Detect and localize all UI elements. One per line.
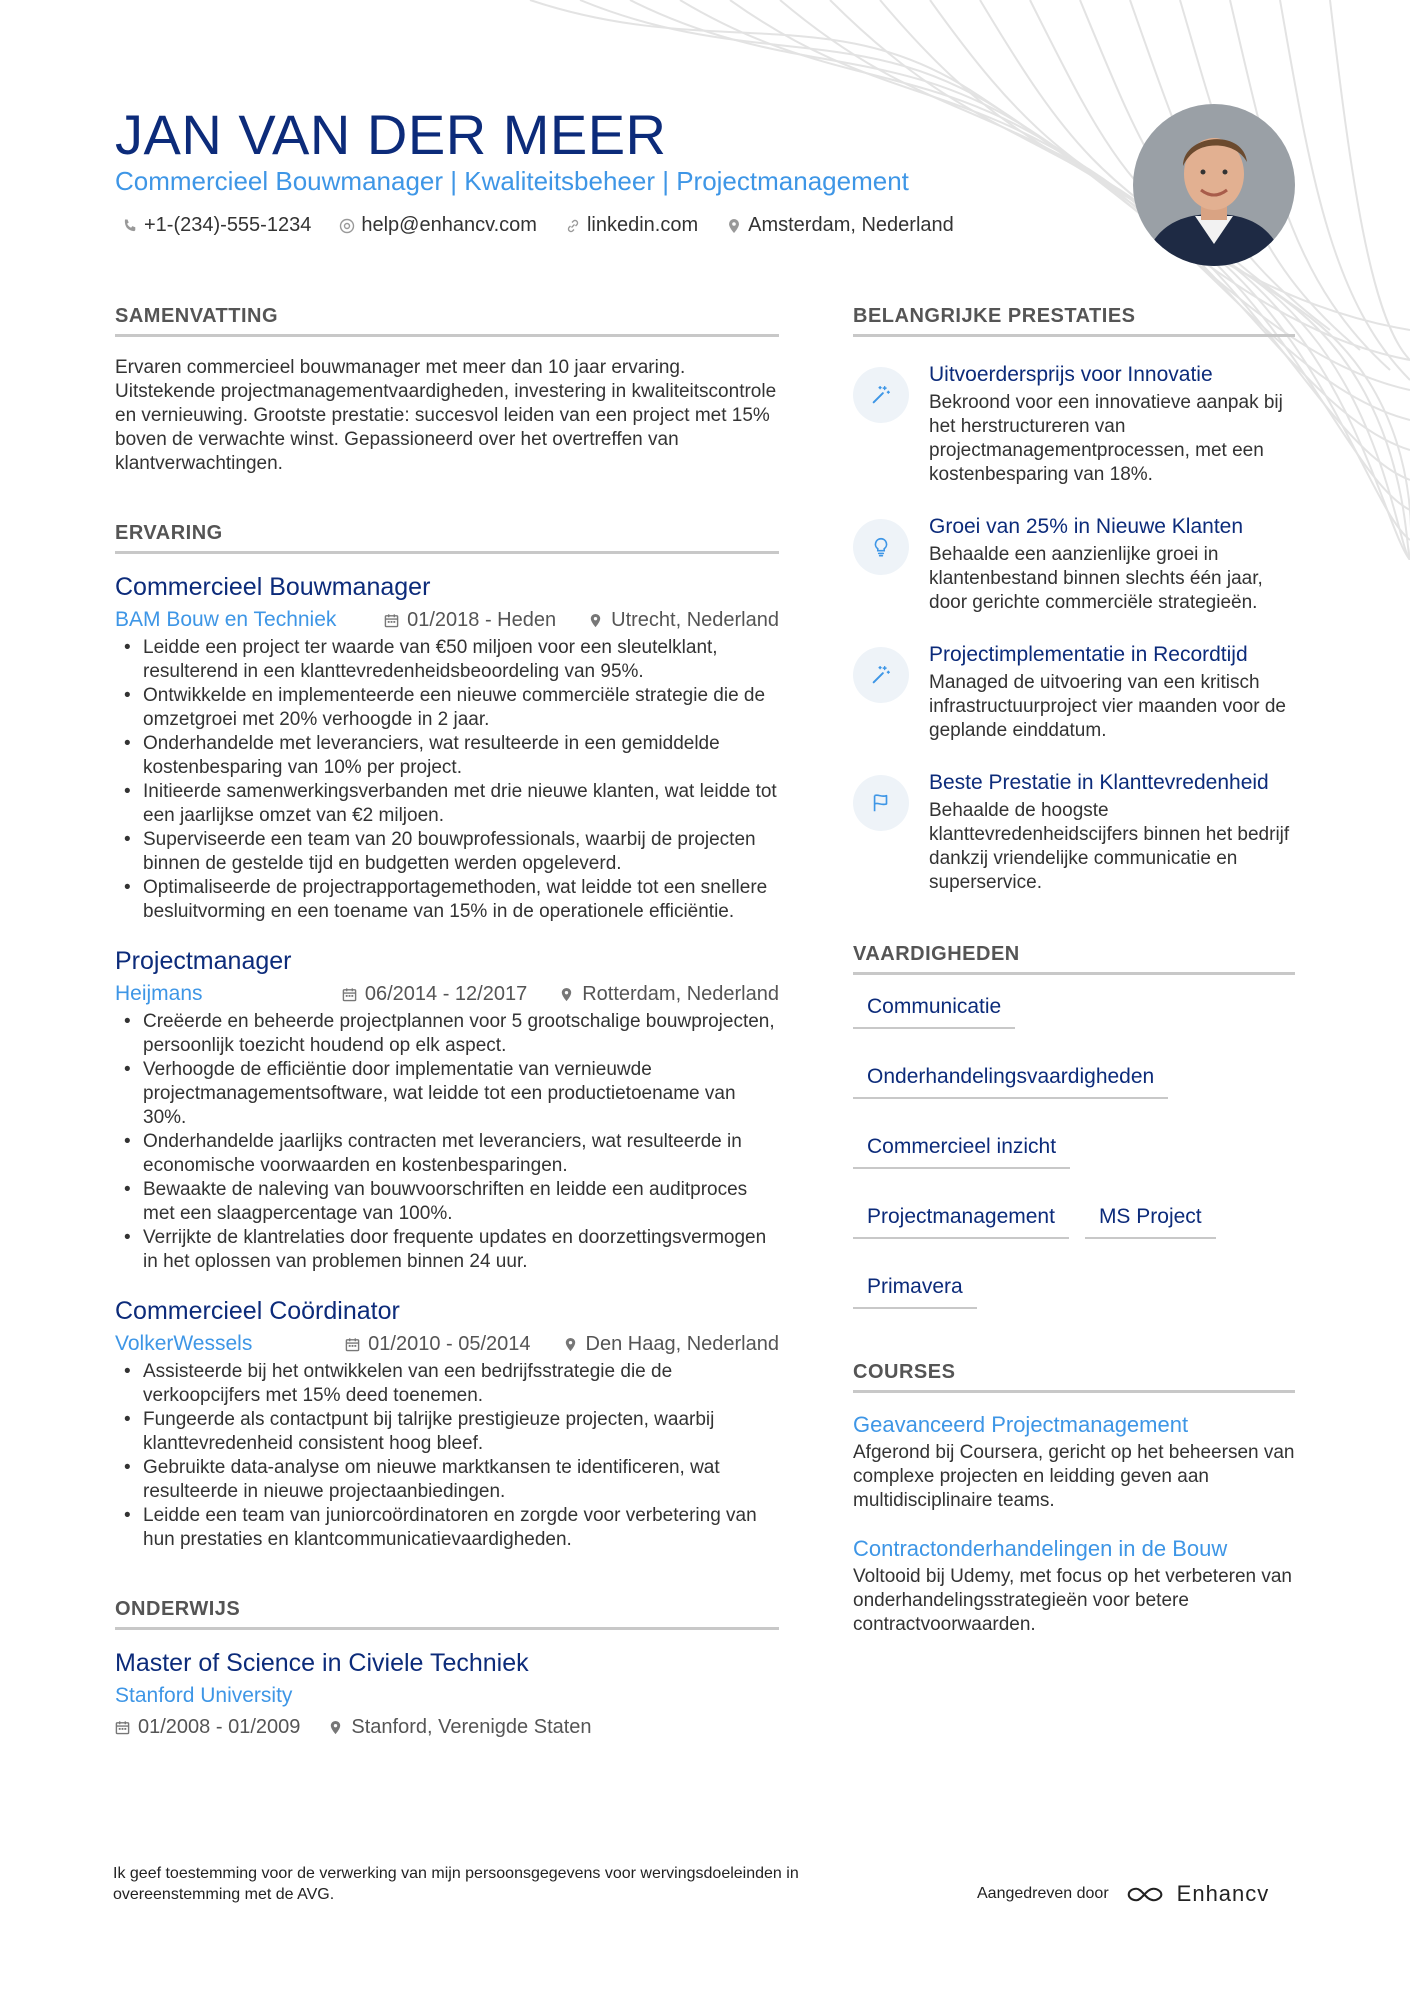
job-meta	[115, 982, 779, 1006]
brand-logo[interactable]	[1123, 1881, 1270, 1907]
candidate-headline: Commercieel Bouwmanager | Kwaliteitsbeheer | Projectmanagement	[115, 166, 909, 196]
skills-heading: VAARDIGHEDEN	[853, 943, 1295, 975]
course-title: Geavanceerd Projectmanagement	[853, 1412, 1189, 1437]
courses-heading: COURSES	[853, 1361, 1295, 1393]
calendar-icon	[342, 987, 357, 1002]
job-bullet: • Onderhandelde jaarlijks contracten met leveranciers, wat resulteerde in economische voorwaarden en kostenbesparingen.	[115, 1130, 779, 1178]
job-bullet: • Bewaakte de naleving van bouwvoorschriften en leidde een auditproces met een slaagpercentage van 100%.	[115, 1178, 779, 1226]
achievement-item	[853, 769, 1295, 895]
location-pin-icon	[559, 987, 574, 1002]
summary-text: Ervaren commercieel bouwmanager met meer dan 10 jaar ervaring. Uitstekende projectmanagementvaardigheden, investering in kwaliteitscontrole en vernieuwing. Grootste prestatie: succesvol leiden van een project met 15% boven de verwachte winst. Gepassioneerd over het overtreffen van klantverwachtingen.	[115, 357, 777, 474]
job-title: Commercieel Bouwmanager	[115, 573, 431, 601]
brand-name: Enhancv	[1176, 1881, 1270, 1906]
achievement-icon-wrap	[853, 775, 909, 831]
achievement-item	[853, 513, 1295, 615]
contact-phone[interactable]	[122, 214, 311, 237]
job-dates	[345, 1333, 530, 1356]
flag-icon	[870, 792, 892, 814]
education-location-text: Stanford, Verenigde Staten	[351, 1716, 592, 1738]
skill-tag: Onderhandelingsvaardigheden	[853, 1059, 1168, 1099]
job-location	[559, 983, 779, 1006]
job-meta	[115, 1332, 779, 1356]
achievement-icon-wrap	[853, 367, 909, 423]
contact-bar	[122, 214, 954, 237]
job-bullet: • Optimaliseerde de projectrapportagemethoden, wat leidde tot een snellere besluitvorming en een toename van 15% in de operationele efficiëntie.	[115, 876, 779, 924]
calendar-icon	[115, 1720, 130, 1735]
achievement-icon-wrap	[853, 519, 909, 575]
job-location-text: Rotterdam, Nederland	[582, 982, 779, 1005]
job-bullets	[115, 1360, 779, 1552]
education-section	[115, 1598, 779, 1739]
candidate-name: JAN VAN DER MEER	[115, 103, 667, 166]
course-title: Contractonderhandelingen in de Bouw	[853, 1536, 1228, 1561]
achievement-icon-wrap	[853, 647, 909, 703]
job-entry	[115, 946, 779, 1274]
achievement-title: Uitvoerdersprijs voor Innovatie	[929, 363, 1213, 386]
course-desc: Afgerond bij Coursera, gericht op het beheersen van complexe projecten en leidding geven aan multidisciplinaire teams.	[853, 1442, 1295, 1511]
job-bullet: • Leidde een project ter waarde van €50 miljoen voor een sleutelklant, resulterend in een klanttevredenheidsbeoordeling van 95%.	[115, 636, 779, 684]
achievements-section	[853, 305, 1295, 895]
job-dates-text: 01/2018 - Heden	[407, 608, 557, 631]
contact-email[interactable]	[339, 214, 537, 237]
job-bullet: • Verrijkte de klantrelaties door frequente updates en doorzettingsvermogen in het oplossen van problemen binnen 24 uur.	[115, 1226, 779, 1274]
skill-tag: Projectmanagement	[853, 1199, 1069, 1239]
skill-tag: Primavera	[853, 1269, 977, 1309]
achievement-item	[853, 361, 1295, 487]
education-location	[328, 1716, 591, 1739]
contact-linkedin[interactable]	[565, 214, 698, 237]
job-location-text: Den Haag, Nederland	[585, 1332, 779, 1355]
phone-icon	[122, 218, 138, 234]
job-bullet: • Gebruikte data-analyse om nieuwe marktkansen te identificeren, wat resulteerde in nieuwe projectaanbiedingen.	[115, 1456, 779, 1504]
magic-wand-icon	[870, 664, 892, 686]
education-dates-text: 01/2008 - 01/2009	[138, 1716, 301, 1738]
job-entry	[115, 572, 779, 924]
summary-heading: SAMENVATTING	[115, 305, 779, 337]
education-dates	[115, 1716, 300, 1739]
job-bullet: • Fungeerde als contactpunt bij talrijke prestigieuze projecten, waarbij klanttevredenheid consistent hoog bleef.	[115, 1408, 779, 1456]
job-location	[588, 609, 779, 632]
course-item	[853, 1535, 1295, 1637]
experience-heading: ERVARING	[115, 522, 779, 554]
portrait-image	[1133, 104, 1295, 266]
skill-tag: MS Project	[1085, 1199, 1216, 1239]
achievement-title: Projectimplementatie in Recordtijd	[929, 643, 1248, 666]
calendar-icon	[384, 613, 399, 628]
job-location	[563, 1333, 779, 1356]
phone-text: +1-(234)-555-1234	[144, 214, 312, 236]
location-pin-icon	[563, 1337, 578, 1352]
left-column	[115, 305, 779, 1739]
skill-tag: Communicatie	[853, 989, 1015, 1029]
job-meta	[115, 608, 779, 632]
job-bullets	[115, 1010, 779, 1274]
powered-by-label: Aangedreven door	[977, 1885, 1109, 1902]
skill-tag: Commercieel inzicht	[853, 1129, 1070, 1169]
at-icon	[339, 218, 355, 234]
consent-text: Ik geef toestemming voor de verwerking van mijn persoonsgegevens voor wervingsdoeleinden in overeenstemming met de AVG.	[113, 1865, 799, 1903]
location-pin-icon	[328, 1720, 343, 1735]
achievement-desc: Managed de uitvoering van een kritisch infrastructuurproject vier maanden voor de geplande einddatum.	[929, 672, 1286, 741]
location-pin-icon	[726, 218, 742, 234]
courses-section	[853, 1361, 1295, 1637]
lightbulb-icon	[870, 536, 892, 558]
magic-wand-icon	[870, 384, 892, 406]
degree-title: Master of Science in Civiele Techniek	[115, 1649, 529, 1677]
experience-section	[115, 522, 779, 1552]
job-bullets	[115, 636, 779, 924]
job-location-text: Utrecht, Nederland	[611, 608, 779, 631]
job-dates	[384, 609, 556, 632]
education-heading: ONDERWIJS	[115, 1598, 779, 1630]
calendar-icon	[345, 1337, 360, 1352]
contact-location	[726, 214, 954, 237]
right-column	[853, 305, 1295, 1637]
job-bullet: • Initieerde samenwerkingsverbanden met drie nieuwe klanten, wat leidde tot een jaarlijkse omzet van €2 miljoen.	[115, 780, 779, 828]
achievement-desc: Behaalde een aanzienlijke groei in klantenbestand binnen slechts één jaar, door gerichte commerciële strategieën.	[929, 544, 1263, 613]
job-bullet: • Superviseerde een team van 20 bouwprofessionals, waarbij de projecten binnen de gestelde tijd en budgetten werden opgeleverd.	[115, 828, 779, 876]
skills-list	[853, 989, 1295, 1309]
company-name: BAM Bouw en Techniek	[115, 608, 337, 631]
achievement-title: Groei van 25% in Nieuwe Klanten	[929, 515, 1244, 538]
school-name: Stanford University	[115, 1684, 293, 1707]
job-dates	[342, 983, 527, 1006]
profile-photo	[1133, 104, 1295, 266]
company-name: Heijmans	[115, 982, 203, 1005]
achievement-desc: Bekroond voor een innovatieve aanpak bij het herstructureren van projectmanagementprocessen, met een kostenbesparing van 18%.	[929, 392, 1283, 485]
achievement-title: Beste Prestatie in Klanttevredenheid	[929, 771, 1269, 794]
job-bullet: • Leidde een team van juniorcoördinatoren en zorgde voor verbetering van hun prestaties en klantcommunicatievaardigheden.	[115, 1504, 779, 1552]
job-bullet: • Verhoogde de efficiëntie door implementatie van vernieuwde projectmanagementsoftware, wat leidde tot een productietoename van 30%.	[115, 1058, 779, 1130]
enhancv-logo-icon	[1123, 1883, 1169, 1906]
achievement-desc: Behaalde de hoogste klanttevredenheidscijfers binnen het bedrijf dankzij vriendelijke communicatie en superservice.	[929, 800, 1290, 893]
achievement-item	[853, 641, 1295, 743]
job-bullet: • Assisteerde bij het ontwikkelen van een bedrijfsstrategie die de verkoopcijfers met 15% deed toenemen.	[115, 1360, 779, 1408]
location-text: Amsterdam, Nederland	[748, 214, 954, 236]
achievements-heading: BELANGRIJKE PRESTATIES	[853, 305, 1295, 337]
job-entry	[115, 1296, 779, 1552]
link-icon	[565, 218, 581, 234]
education-meta	[115, 1716, 779, 1739]
job-title: Commercieel Coördinator	[115, 1297, 400, 1325]
job-bullet: • Ontwikkelde en implementeerde een nieuwe commerciële strategie die de omzetgroei met 20% verhoogde in 2 jaar.	[115, 684, 779, 732]
job-bullet: • Onderhandelde met leveranciers, wat resulteerde in een gemiddelde kostenbesparing van 10% per project.	[115, 732, 779, 780]
company-name: VolkerWessels	[115, 1332, 253, 1355]
skills-section	[853, 943, 1295, 1309]
course-desc: Voltooid bij Udemy, met focus op het verbeteren van onderhandelingsstrategieën voor betere contractvoorwaarden.	[853, 1566, 1293, 1635]
powered-by	[977, 1881, 1269, 1907]
location-pin-icon	[588, 613, 603, 628]
job-title: Projectmanager	[115, 947, 292, 975]
job-dates-text: 06/2014 - 12/2017	[364, 982, 528, 1005]
linkedin-text: linkedin.com	[586, 214, 699, 236]
job-bullet: • Creëerde en beheerde projectplannen voor 5 grootschalige bouwprojecten, persoonlijk toezicht houdend op elk aspect.	[115, 1010, 779, 1058]
course-item	[853, 1411, 1295, 1513]
summary-section	[115, 305, 779, 476]
job-dates-text: 01/2010 - 05/2014	[368, 1332, 531, 1355]
email-text: help@enhancv.com	[361, 214, 537, 236]
